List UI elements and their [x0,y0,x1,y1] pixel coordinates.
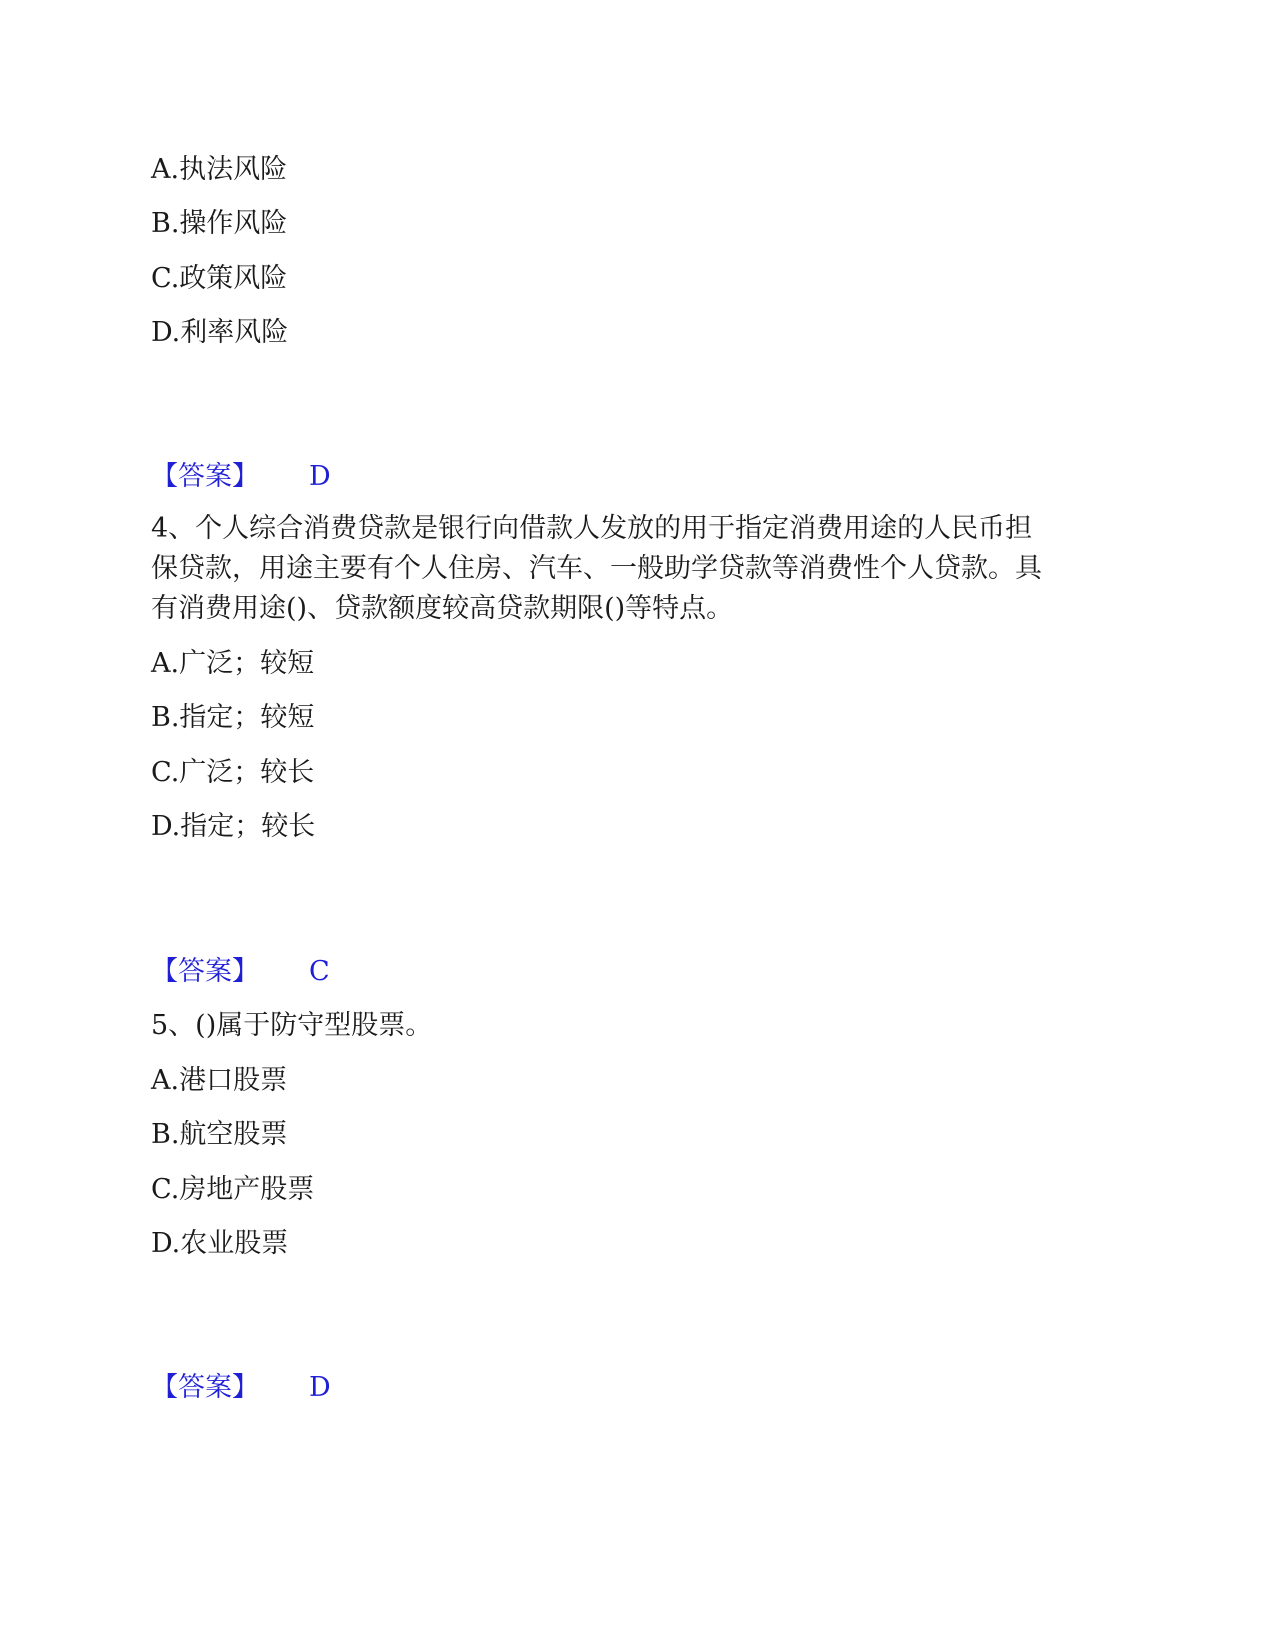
q5-option-c: C.房地产股票 [151,1174,315,1205]
q4-option-a: A.广泛；较短 [151,648,315,679]
answer-label: 【答案】 [151,461,259,492]
answer-value: C [309,956,330,987]
q3-option-d: D.利率风险 [151,317,289,348]
q3-option-b: B.操作风险 [151,208,288,239]
answer-value: D [309,1372,331,1403]
q4-stem-line-3: 有消费用途()、贷款额度较高贷款期限()等特点。 [151,593,734,624]
answer-label: 【答案】 [151,956,259,987]
answer-label: 【答案】 [151,1372,259,1403]
q5-option-a: A.港口股票 [151,1065,288,1096]
q4-stem-line-2: 保贷款，用途主要有个人住房、汽车、一般助学贷款等消费性个人贷款。具 [151,553,1042,584]
q4-option-b: B.指定；较短 [151,702,315,733]
q5-stem: 5、()属于防守型股票。 [151,1010,433,1041]
q3-option-c: C.政策风险 [151,263,288,294]
q5-option-b: B.航空股票 [151,1119,288,1150]
q3-option-a: A.执法风险 [151,154,288,185]
q4-option-d: D.指定；较长 [151,811,316,842]
q4-answer [151,952,330,992]
q5-option-d: D.农业股票 [151,1228,289,1259]
q3-answer [151,457,331,497]
answer-value: D [309,461,331,492]
q5-answer [151,1368,331,1408]
q4-option-c: C.广泛；较长 [151,757,315,788]
q4-stem-line-1: 4、个人综合消费贷款是银行向借款人发放的用于指定消费用途的人民币担 [151,513,1033,544]
